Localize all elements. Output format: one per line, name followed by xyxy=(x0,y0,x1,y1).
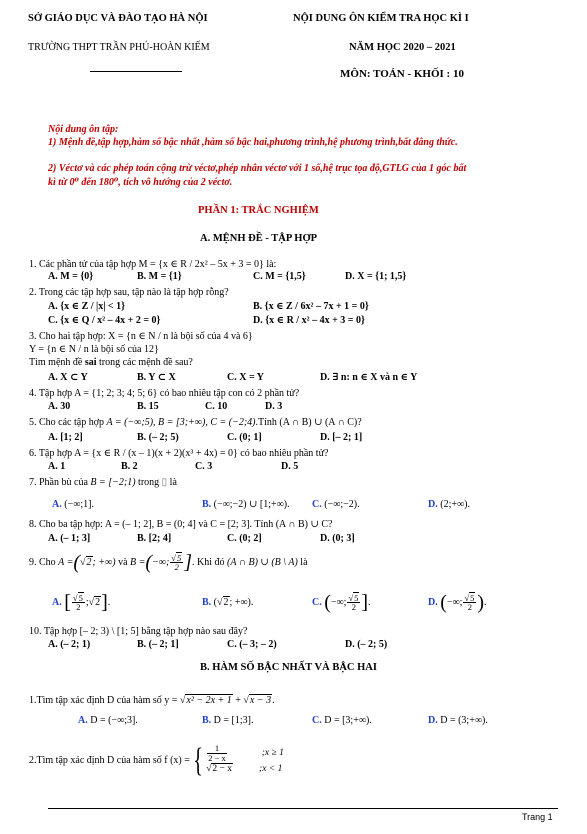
q9-a-num: 5 xyxy=(78,592,83,603)
q9-b-sqrt: 2 xyxy=(223,597,229,608)
q7-stem-math: B = [−2;1) xyxy=(90,477,136,488)
q9-khi: . Khi đó xyxy=(192,557,228,568)
b1-root2: x − 3 xyxy=(249,695,272,706)
q5-option-b[interactable]: B. (– 2; 5) xyxy=(137,432,179,443)
q9-b-label: B. xyxy=(202,597,212,608)
q9-option-b[interactable]: B. (√2; +∞). xyxy=(202,597,254,608)
b2-cases: $\frac{1}{2 - x}$ ;x ≥ 1 √2 − x ;x < 1 xyxy=(206,743,284,775)
q9-set-b: B =(−∞; $\frac{√5}{2}$ ] xyxy=(130,551,193,574)
q7-stem-pre: 7. Phần bù của xyxy=(29,477,91,488)
b2-root: 2 − x xyxy=(212,764,233,775)
subject-grade: MÔN: TOÁN - KHỐI : 10 xyxy=(340,68,464,80)
q9-b-rest: ; +∞). xyxy=(229,597,254,608)
b1-b-label: B. xyxy=(202,715,212,726)
q9-option-a[interactable]: A. [ $\frac{√5}{2}$ ;√2]. xyxy=(52,591,111,614)
q7-stem-post: trong xyxy=(135,477,162,488)
school-name: TRƯỜNG THPT TRẦN PHÚ-HOÀN KIẾM xyxy=(28,42,210,53)
b1-root1: x² − 2x + 1 xyxy=(186,695,232,706)
q3-stem-bold: sai xyxy=(84,357,97,368)
b1-d-label: D. xyxy=(428,715,438,726)
b1-a-label: A. xyxy=(78,715,88,726)
footer-rule xyxy=(48,808,558,809)
b1-stem: 1.Tìm tập xác định D của hàm số y = √x² − 2x + 1 + √x − 3. xyxy=(29,695,275,706)
q3-option-d[interactable]: D. ∃ n: n ∈ X và n ∈ Y xyxy=(320,372,418,383)
q7-option-d[interactable] xyxy=(428,499,470,511)
q9-d-num: 5 xyxy=(470,592,475,603)
q9-c-num: 5 xyxy=(354,592,359,603)
q9-option-c[interactable]: C. (−∞; $\frac{√5}{2}$ ]. xyxy=(312,591,371,614)
b1-option-b[interactable] xyxy=(202,715,253,727)
q9-option-d[interactable]: D. (−∞; $\frac{√5}{2}$ ). xyxy=(428,591,487,614)
q9-stem xyxy=(29,550,308,576)
intro-item-2-line1: 2) Véctơ và các phép toán cộng trừ véctơ,phép nhân véctơ với 1 số,hệ trục tọa độ,GTLG của 1 góc bất xyxy=(48,163,467,174)
b1-c-value: D = [3;+∞). xyxy=(324,715,372,726)
q6-option-d[interactable]: D. 5 xyxy=(281,461,299,472)
intro-item-2-line2: kì từ 0⁰ đến 180⁰, tích vô hướng của 2 véctơ. xyxy=(48,177,233,188)
intro-title: Nội dung ôn tập: xyxy=(48,124,119,135)
section-b-title: B. HÀM SỐ BẬC NHẤT VÀ BẬC HAI xyxy=(200,662,377,673)
q5-option-d[interactable]: D. [– 2; 1] xyxy=(320,432,363,443)
q5-stem-pre: 5. Cho các tập hợp xyxy=(29,417,107,428)
b2-stem xyxy=(29,738,284,784)
q9-stem-pre: 9. Cho xyxy=(29,557,59,568)
q4-option-d[interactable]: D. 3 xyxy=(265,401,283,412)
q3-stem-line2: Y = {n ∈ N / n là bội số của 12} xyxy=(29,344,159,355)
q10-option-b[interactable]: B. (– 2; 1] xyxy=(137,639,179,650)
q9-a-label: A. xyxy=(52,597,62,608)
b1-a-value: D = (−∞;3]. xyxy=(90,715,138,726)
q3-option-c[interactable]: C. X = Y xyxy=(227,372,264,383)
q2-stem: 2. Trong các tập hợp sau, tập nào là tập hợp rỗng? xyxy=(29,287,229,298)
b2-cond2: ;x < 1 xyxy=(259,764,283,775)
q9-b-text: B = xyxy=(130,557,146,568)
q6-option-c[interactable]: C. 3 xyxy=(195,461,213,472)
q9-c-den: 2 xyxy=(351,602,357,613)
q9-minus-inf: −∞; xyxy=(152,557,170,568)
q2-option-d[interactable]: D. {x ∈ R / x² – 4x + 3 = 0} xyxy=(253,315,365,326)
q9-a-den: 2 xyxy=(76,602,81,613)
q1-option-c[interactable]: C. M = {1,5} xyxy=(253,271,306,282)
q3-stem-post: trong các mệnh đề sau? xyxy=(96,357,193,368)
b1-option-a[interactable] xyxy=(78,715,138,727)
q10-option-d[interactable]: D. (– 2; 5) xyxy=(345,639,388,650)
q9-d-label: D. xyxy=(428,597,438,608)
q3-stem-line3 xyxy=(29,357,193,369)
q10-option-c[interactable]: C. (– 3; – 2) xyxy=(227,639,277,650)
q5-stem-math: A = (−∞;5), B = [3;+∞), C = (−2;4) xyxy=(106,417,256,428)
q3-stem-line1: 3. Cho hai tập hợp: X = {n ∈ N / n là bội số của 4 và 6} xyxy=(29,331,253,342)
q5-stem xyxy=(29,417,362,429)
q7-d-value: (2;+∞). xyxy=(440,499,470,510)
q7-c-label: C. xyxy=(312,499,322,510)
q9-plus-inf: ; +∞ xyxy=(92,557,113,568)
school-year: NĂM HỌC 2020 – 2021 xyxy=(349,42,456,53)
q2-option-c[interactable]: C. {x ∈ Q / x² – 4x + 2 = 0} xyxy=(48,315,161,326)
q1-option-b[interactable]: B. M = {1} xyxy=(137,271,182,282)
q8-option-c[interactable]: C. (0; 2] xyxy=(227,533,262,544)
section-a-title: A. MỆNH ĐỀ - TẬP HỢP xyxy=(200,233,318,244)
q1-stem: 1. Các phần tử của tập hợp M = {x ∈ R / 2x² – 5x + 3 = 0} là: xyxy=(29,259,277,270)
b1-end: . xyxy=(272,695,275,706)
b1-c-label: C. xyxy=(312,715,322,726)
q7-b-label: B. xyxy=(202,499,212,510)
b2-stem-pre: 2.Tìm tập xác định D của hàm số f (x) = xyxy=(29,755,190,766)
q9-b-den: 2 xyxy=(174,562,179,573)
q7-a-value: (−∞;1]. xyxy=(64,499,94,510)
q4-option-c[interactable]: C. 10 xyxy=(205,401,228,412)
b2-cond1: ;x ≥ 1 xyxy=(261,748,284,759)
doc-title: NỘI DUNG ÔN KIỂM TRA HỌC KÌ I xyxy=(293,13,469,24)
q8-option-d[interactable]: D. (0; 3] xyxy=(320,533,355,544)
q7-stem-end: là xyxy=(167,477,177,488)
q7-a-label: A. xyxy=(52,499,62,510)
q5-stem-post: .Tính (A ∩ B) ∪ (A ∩ C)? xyxy=(255,417,362,428)
q9-a-sqrt: 2 xyxy=(95,597,101,608)
q8-option-a[interactable]: A. (– 1; 3] xyxy=(48,533,91,544)
q4-option-a[interactable]: A. 30 xyxy=(48,401,71,412)
q10-stem: 10. Tập hợp [– 2; 3) \ [1; 5] bằng tập hợp nào sau đây? xyxy=(29,626,248,637)
q6-option-b[interactable]: B. 2 xyxy=(121,461,138,472)
q1-option-d[interactable]: D. X = {1; 1,5} xyxy=(345,271,407,282)
q9-and: và xyxy=(115,557,131,568)
part1-title: PHẦN 1: TRẮC NGHIỆM xyxy=(198,205,319,216)
q9-c-minf: −∞; xyxy=(330,597,347,608)
q5-option-c[interactable]: C. (0; 1] xyxy=(227,432,262,443)
q8-option-b[interactable]: B. [2; 4] xyxy=(137,533,172,544)
q9-b-num: 5 xyxy=(176,552,182,563)
b2-brace: { xyxy=(193,741,203,779)
q9-sqrt-two: 2 xyxy=(86,557,92,568)
b2-num: 1 xyxy=(207,744,227,754)
q3-option-a[interactable]: A. X ⊂ Y xyxy=(48,372,88,383)
b1-b-value: D = [1;3]. xyxy=(213,715,254,726)
b1-option-d[interactable] xyxy=(428,715,488,727)
q9-set-a: A =(√2; +∞) xyxy=(58,551,116,574)
q3-stem-pre: Tìm mệnh đề xyxy=(29,357,85,368)
q7-option-c[interactable] xyxy=(312,499,360,511)
q1-option-a[interactable]: A. M = {0} xyxy=(48,271,94,282)
b1-stem-pre: 1.Tìm tập xác định D của hàm số y = xyxy=(29,695,180,706)
q7-option-b[interactable] xyxy=(202,499,290,511)
header-underline xyxy=(90,71,182,72)
q9-expr: (A ∩ B) ∪ (B \ A) xyxy=(227,557,298,568)
b1-plus: + xyxy=(232,695,244,706)
b2-den: 2 − x xyxy=(208,752,226,763)
dept-name: SỞ GIÁO DỤC VÀ ĐÀO TẠO HÀ NỘI xyxy=(28,13,208,24)
q4-option-b[interactable]: B. 15 xyxy=(137,401,159,412)
q7-b-value: (−∞;−2) ∪ [1;+∞). xyxy=(213,499,290,510)
q7-d-label: D. xyxy=(428,499,438,510)
q3-option-b[interactable]: B. Y ⊂ X xyxy=(137,372,176,383)
q9-a-text: A = xyxy=(58,557,74,568)
q7-c-value: (−∞;−2). xyxy=(324,499,360,510)
intro-item-1: 1) Mệnh đề,tập hợp,hàm số bậc nhất ,hàm số bậc hai,phương trình,hệ phương trình,bất đẳng thức. xyxy=(48,137,458,148)
q10-option-a[interactable]: A. (– 2; 1) xyxy=(48,639,91,650)
q9-c-label: C. xyxy=(312,597,322,608)
q7-stem xyxy=(29,477,177,489)
q5-option-a[interactable]: A. [1; 2] xyxy=(48,432,83,443)
q9-la: là xyxy=(297,557,308,568)
q7-option-a[interactable] xyxy=(52,499,94,511)
q8-stem: 8. Cho ba tập hợp: A = (– 1; 2], B = (0; 4] và C = [2; 3]. Tính (A ∩ B) ∪ C? xyxy=(29,519,333,530)
page-number: Trang 1 xyxy=(522,812,553,822)
q6-option-a[interactable]: A. 1 xyxy=(48,461,66,472)
b1-option-c[interactable] xyxy=(312,715,372,727)
q2-option-b[interactable]: B. {x ∈ Z / 6x² – 7x + 1 = 0} xyxy=(253,301,369,312)
q6-stem: 6. Tập hợp A = {x ∈ R / (x – 1)(x + 2)(x³ + 4x) = 0} có bao nhiêu phần tử? xyxy=(29,448,329,459)
q9-d-minf: −∞; xyxy=(446,597,463,608)
q7-set-symbol: ▯ xyxy=(161,477,168,488)
q2-option-a[interactable]: A. {x ∈ Z / |x| < 1} xyxy=(48,301,126,312)
q9-d-den: 2 xyxy=(467,602,473,613)
b1-d-value: D = (3;+∞). xyxy=(440,715,488,726)
q4-stem: 4. Tập hợp A = {1; 2; 3; 4; 5; 6} có bao nhiêu tập con có 2 phần tử? xyxy=(29,388,300,399)
